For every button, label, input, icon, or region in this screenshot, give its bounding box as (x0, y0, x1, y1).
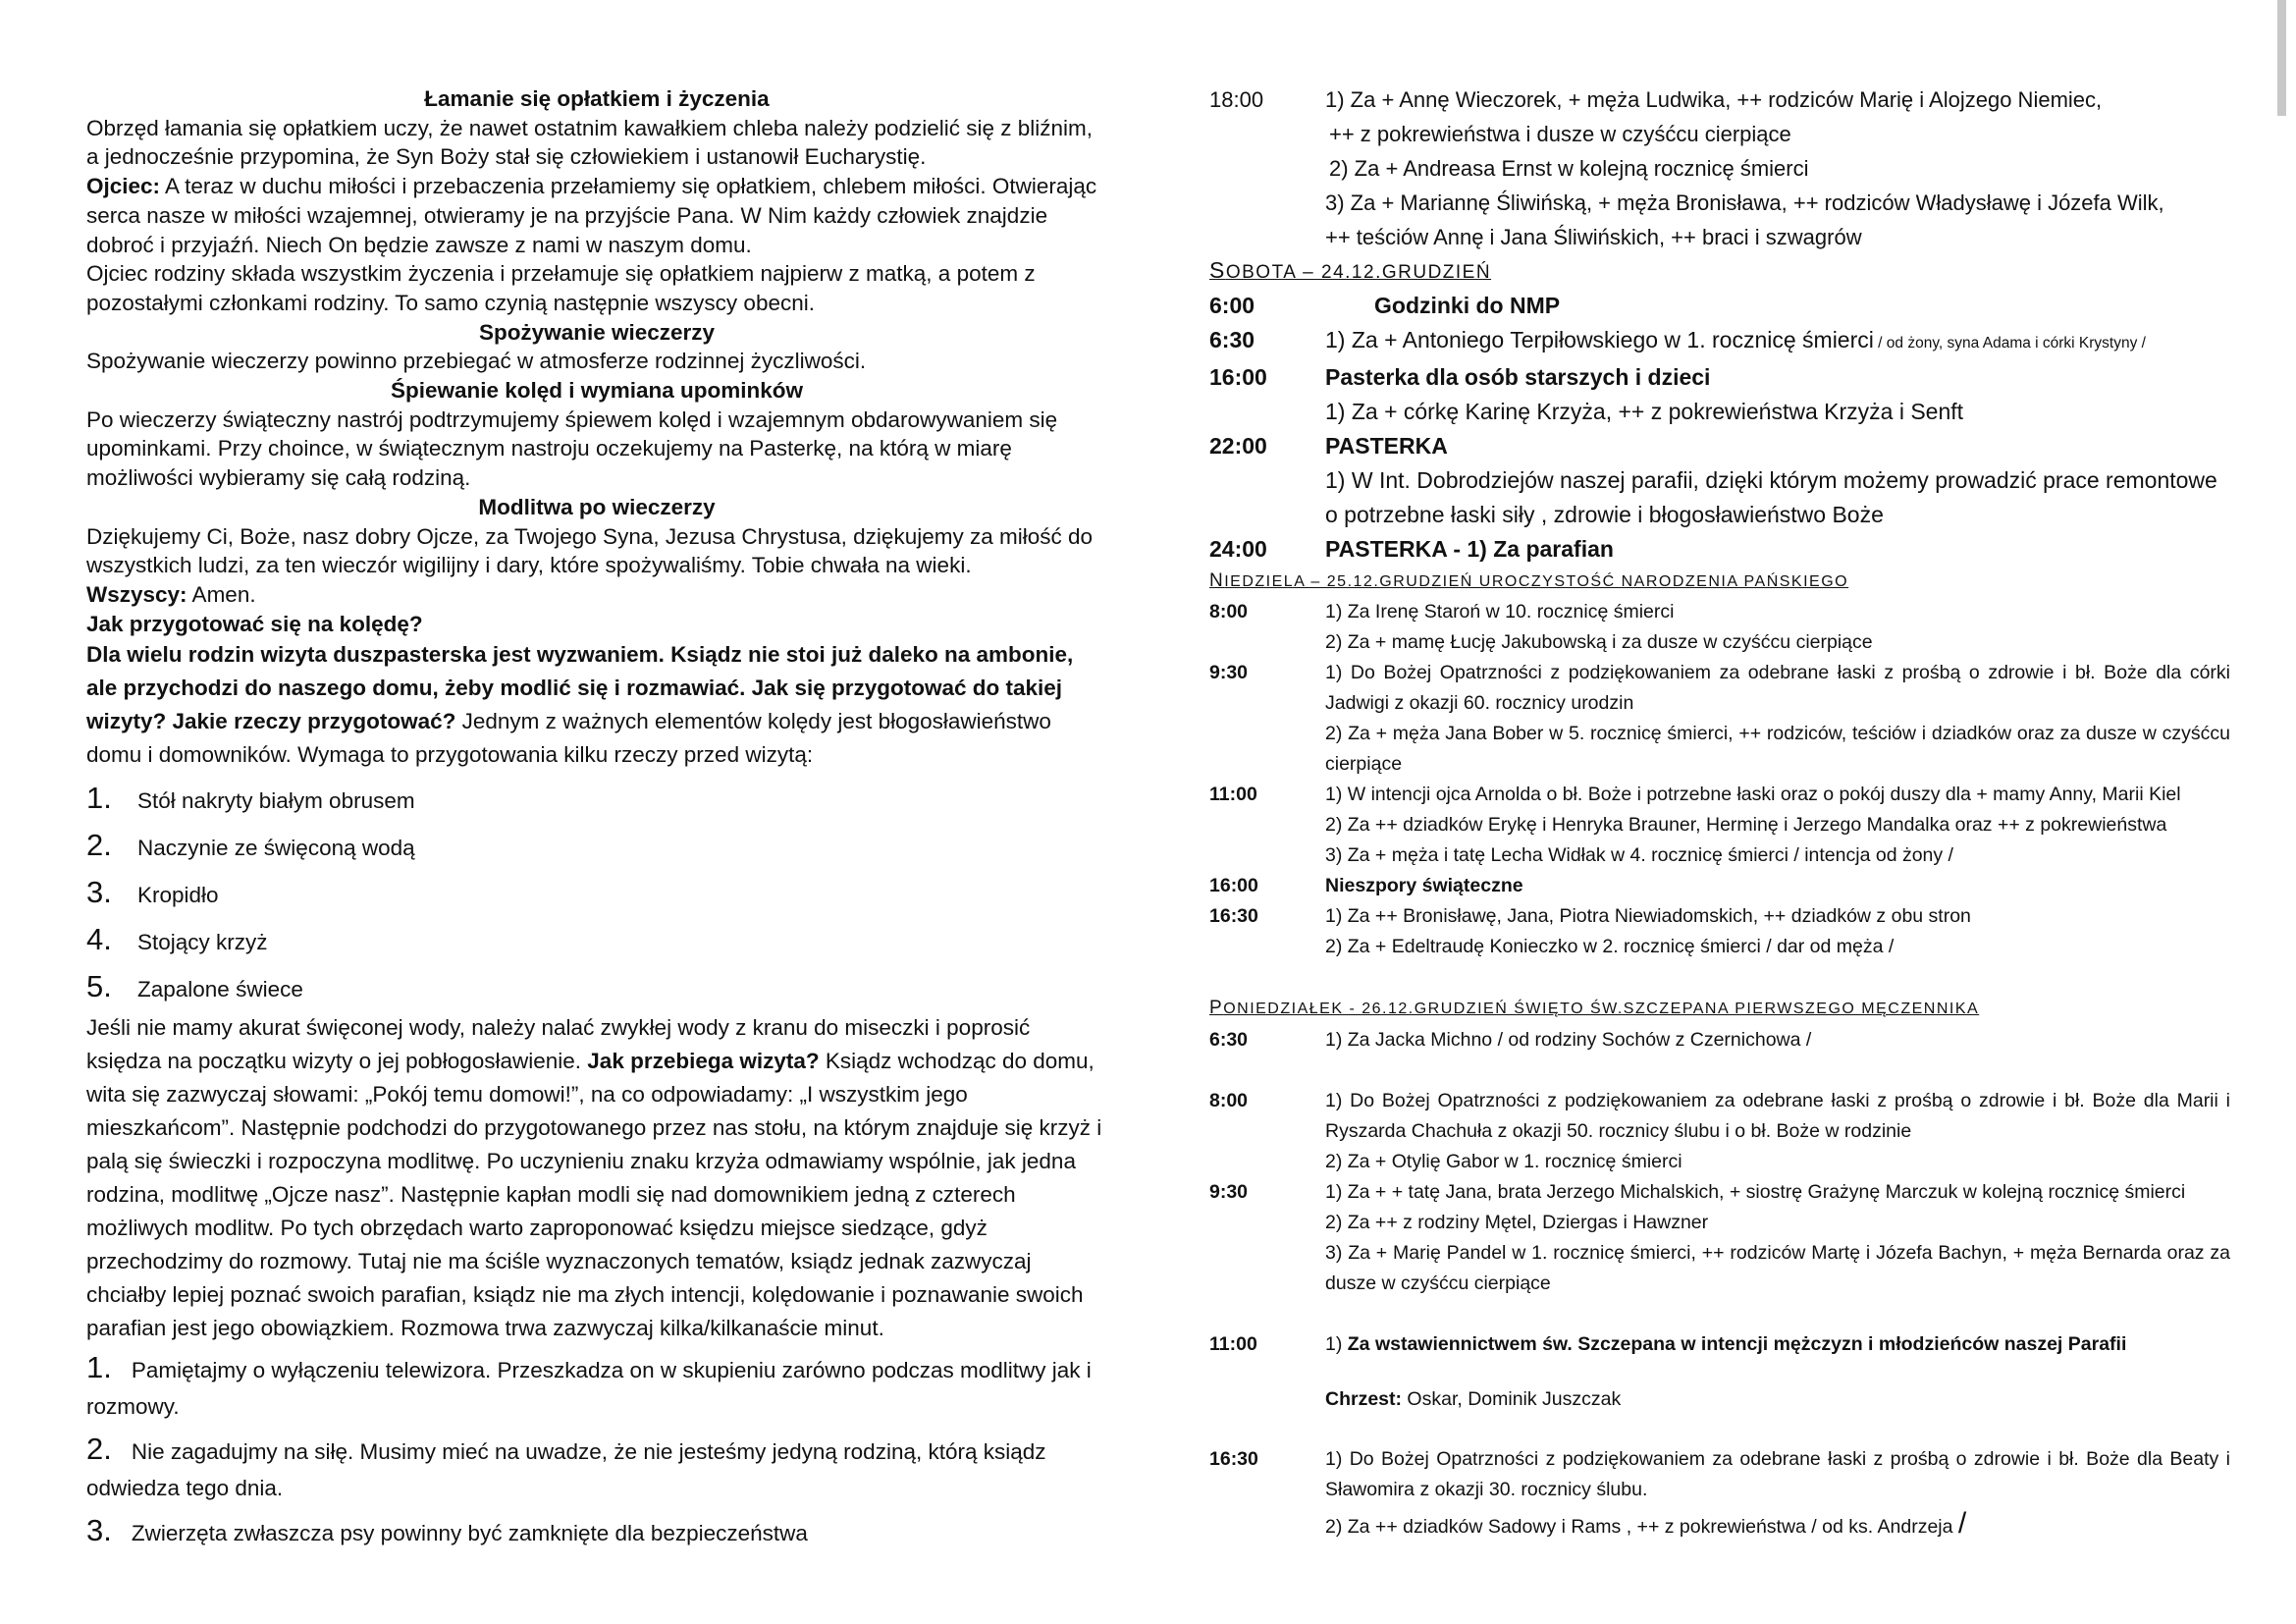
mass-row: 9:30 1) Do Bożej Opatrzności z podziękowaniem za odebrane łaski z prośbą o zdrowie i bł. Boże dla córki Jadwigi z okazji 60. rocznicy urodzin (1209, 662, 2230, 714)
paragraph: Dla wielu rodzin wizyta duszpasterska jest wyzwaniem. Ksiądz nie stoi już daleko na ambonie, ale przychodzi do naszego domu, żeby modlić się i rozmawiać. Jak się przygotować do takiej wizyty? Jakie rzeczy przygotować? Jednym z ważnych elementów kolędy jest błogosławieństwo domu i domowników. Wymaga to przygotowania kilku rzeczy przed wizytą: (86, 642, 1074, 768)
mass-row: 11:00 1) W intencji ojca Arnolda o bł. Boże i potrzebne łaski oraz o pokój duszy dla + mamy Anny, Marii Kiel (1209, 784, 2181, 805)
mass-row: 16:00 Nieszpory świąteczne (1209, 875, 1523, 896)
mass-row: 6:30 1) Za + Antoniego Terpiłowskiego w 1. rocznicę śmierci / od żony, syna Adama i córki Krystyny / (1209, 327, 2146, 352)
list-item: 4. Stojący krzyż (86, 922, 268, 957)
list-item: 3. Zwierzęta zwłaszcza psy powinny być zamknięte dla bezpieczeństwa (86, 1513, 808, 1548)
mass-row: 9:30 1) Za + + tatę Jana, brata Jerzego Michalskich, + siostrę Grażynę Marczuk w kolejną rocznicę śmierci (1209, 1181, 2186, 1203)
intention: 2) Za + Andreasa Ernst w kolejną rocznicę śmierci (1329, 156, 1809, 181)
mass-row: 1) W Int. Dobrodziejów naszej parafii, dzięki którym możemy prowadzić prace remontowe o potrzebne łaski siły , zdrowie i błogosławieństwo Boże (1325, 467, 2217, 527)
mass-row: 2) Za + mamę Łucję Jakubowską i za dusze w czyśćcu cierpiące (1325, 631, 1873, 653)
baptism-line: Chrzest: Oskar, Dominik Juszczak (1325, 1388, 1622, 1410)
scrollbar[interactable] (2277, 0, 2286, 116)
list-item: 2. Nie zagadujmy na siłę. Musimy mieć na uwadze, że nie jesteśmy jedyną rodziną, którą ksiądz odwiedza tego dnia. (86, 1432, 1046, 1501)
heading-koledy: Śpiewanie kolęd i wymiana upominków (390, 378, 804, 404)
list-preparation (86, 776, 1107, 1011)
list-tips (86, 1349, 1107, 1551)
list-item: 1. Pamiętajmy o wyłączeniu telewizora. Przeszkadza on w skupieniu zarówno podczas modlitwy jak i rozmowy. (86, 1350, 1092, 1420)
mass-row: 16:30 1) Do Bożej Opatrzności z podziękowaniem za odebrane łaski z prośbą o zdrowie i bł. Boże dla Beaty i Sławomira z okazji 30. rocznicy ślubu. (1209, 1448, 2230, 1500)
intention: 2) Za ++ dziadków Sadowy i Rams , ++ z pokrewieństwa / od ks. Andrzeja / (1325, 1507, 1967, 1540)
paragraph: Spożywanie wieczerzy powinno przebiegać w atmosferze rodzinnej życzliwości. (86, 349, 867, 374)
mass-row: 6:00 Godzinki do NMP (1209, 293, 1561, 318)
day-heading-monday: PONIEDZIAŁEK - 26.12.GRUDZIEŃ ŚWIĘTO ŚW.SZCZEPANA PIERWSZEGO MĘCZENNIKA (1209, 998, 1980, 1018)
monday-block (1209, 1025, 2230, 1545)
list-item: 2. Naczynie ze święconą wodą (86, 828, 415, 863)
paragraph: Jeśli nie mamy akurat święconej wody, należy nalać zwykłej wody z kranu do miseczki i poprosić księdza na początku wizyty o jej pobłogosławienie. Jak przebiega wizyta? Ksiądz wchodząc do domu, wita się zazwyczaj słowami: „Pokój temu domowi!”, na co odpowiadamy: „I wszystkim jego mieszkańcom”. Następnie podchodzi do przygotowanego przez nas stołu, na którym znajduje się krzyż i palą się świeczki i rozpoczyna modlitwę. Po uczynieniu znaku krzyża odmawiamy wspólnie, jak jedna rodzina, modlitwę „Ojcze nasz”. Następnie kapłan modli się nad domownikiem jedną z czterech możliwych modlitw. Po tych obrzędach warto zaproponować księdzu miejsce siedzące, gdyż przechodzimy do rozmowy. Tutaj nie ma ściśle wyznaczonych tematów, ksiądz jednak zazwyczaj chciałby lepiej poznać swoich parafian, ksiądz nie ma złych intencji, kolędowanie i poznawanie swoich parafian jest jego obowiązkiem. Rozmowa trwa zazwyczaj kilka/kilkanaście minut. (86, 1015, 1102, 1341)
mass-row: 2) Za ++ z rodziny Mętel, Dziergas i Hawzner (1325, 1212, 1709, 1233)
mass-row: 11:00 1) Za wstawiennictwem św. Szczepana w intencji mężczyzn i młodzieńców naszej Parafii (1209, 1333, 2127, 1355)
mass-row: 16:30 1) Za ++ Bronisławę, Jana, Piotra Niewiadomskich, ++ dziadków z obu stron (1209, 905, 1971, 927)
list-item: 3. Kropidło (86, 875, 219, 910)
day-heading-sunday: NIEDZIELA – 25.12.GRUDZIEŃ UROCZYSTOŚĆ NARODZENIA PAŃSKIEGO (1209, 570, 1849, 591)
day-heading-saturday: SOBOTA – 24.12.GRUDZIEŃ (1209, 257, 1492, 283)
paragraph: Obrzęd łamania się opłatkiem uczy, że nawet ostatnim kawałkiem chleba należy podzielić się z bliźnim, a jednocześnie przypomina, że Syn Boży stał się człowiekiem i ustanowił Eucharystię. (86, 115, 1094, 170)
mass-time: 18:00 (1209, 87, 1264, 112)
heading-wieczerza: Spożywanie wieczerzy (478, 319, 716, 345)
mass-row: 16:00 Pasterka dla osób starszych i dzieci (1209, 364, 1711, 390)
heading-oplatek: Łamanie się opłatkiem i życzenia (424, 86, 770, 111)
paragraph: Ojciec: A teraz w duchu miłości i przebaczenia przełamiemy się opłatkiem, chlebem miłości. Otwierając serca nasze w miłości wzajemnej, otwieramy je na przyjście Pana. W Nim każdy człowiek znajdzie dobroć i przyjaźń. Niech On będzie zawsze z nami w naszym domu. (86, 174, 1097, 257)
mass-row: 24:00 PASTERKA - 1) Za parafian (1209, 536, 1614, 562)
intention: 3) Za + Mariannę Śliwińską, + męża Bronisława, ++ rodziców Władysławę i Józefa Wilk, (1325, 190, 2164, 215)
mass-row: 22:00 PASTERKA (1209, 433, 1448, 459)
right-column (1209, 0, 2230, 1545)
left-column (86, 0, 1107, 1551)
intention: ++ teściów Annę i Jana Śliwińskich, ++ braci i szwagrów (1325, 225, 1862, 249)
paragraph: Dziękujemy Ci, Boże, nasz dobry Ojcze, za Twojego Syna, Jezusa Chrystusa, dziękujemy za miłość do wszystkich ludzi, za ten wieczór wigilijny i dary, które spożywaliśmy. Tobie chwała na wieki. (86, 523, 1094, 578)
mass-row: 3) Za + męża i tatę Lecha Widłak w 4. rocznicę śmierci / intencja od żony / (1325, 844, 1953, 866)
mass-row: 2) Za + Edeltraudę Konieczko w 2. rocznicę śmierci / dar od męża / (1325, 936, 1895, 957)
intention: ++ z pokrewieństwa i dusze w czyśćcu cierpiące (1329, 122, 1791, 146)
list-item: 1. Stół nakryty białym obrusem (86, 781, 415, 816)
mass-row: 6:30 1) Za Jacka Michno / od rodziny Sochów z Czernichowa / (1209, 1029, 1812, 1051)
paragraph: Wszyscy: Amen. (86, 581, 256, 607)
mass-row: 2) Za + męża Jana Bober w 5. rocznicę śmierci, ++ rodziców, teściów i dziadków oraz za dusze w czyśćcu cierpiące (1325, 723, 2230, 775)
mass-row: 2) Za ++ dziadków Erykę i Henryka Brauner, Herminę i Jerzego Mandalka oraz ++ z pokrewieństwa (1325, 814, 2167, 836)
friday-block (1209, 82, 2230, 254)
mass-row: 2) Za + Otylię Gabor w 1. rocznicę śmierci (1325, 1151, 1682, 1172)
saturday-block (1209, 289, 2230, 567)
mass-row: 8:00 1) Za Irenę Staroń w 10. rocznicę śmierci (1209, 601, 1675, 623)
mass-row: 8:00 1) Do Bożej Opatrzności z podziękowaniem za odebrane łaski z prośbą o zdrowie i bł. Boże dla Marii i Ryszarda Chachuła z okazji 50. rocznicy ślubu i o bł. Boże w rodzinie (1209, 1090, 2230, 1142)
paragraph: Po wieczerzy świąteczny nastrój podtrzymujemy śpiewem kolęd i wzajemnym obdarowywaniem się upominkami. Przy choince, w świątecznym nastroju oczekujemy na Pasterkę, na którą w miarę możliwości wybieramy się całą rodziną. (86, 406, 1058, 491)
heading-modlitwa: Modlitwa po wieczerzy (478, 494, 716, 519)
sunday-block (1209, 597, 2230, 962)
paragraph: Ojciec rodziny składa wszystkim życzenia i przełamuje się opłatkiem najpierw z matką, a potem z pozostałymi członkami rodziny. To samo czynią następnie wszyscy obecni. (86, 261, 1036, 315)
intention: 1) Za + Annę Wieczorek, + męża Ludwika, ++ rodziców Marię i Alojzego Niemiec, (1325, 87, 2103, 112)
mass-row: 3) Za + Marię Pandel w 1. rocznicę śmierci, ++ rodziców Martę i Józefa Bachyn, + męża Bernarda oraz za dusze w czyśćcu cierpiące (1325, 1242, 2230, 1294)
heading-kolęda: Jak przygotować się na kolędę? (86, 611, 423, 636)
mass-row: 1) Za + córkę Karinę Krzyża, ++ z pokrewieństwa Krzyża i Senft (1325, 399, 1964, 424)
list-item: 5. Zapalone świece (86, 969, 303, 1004)
